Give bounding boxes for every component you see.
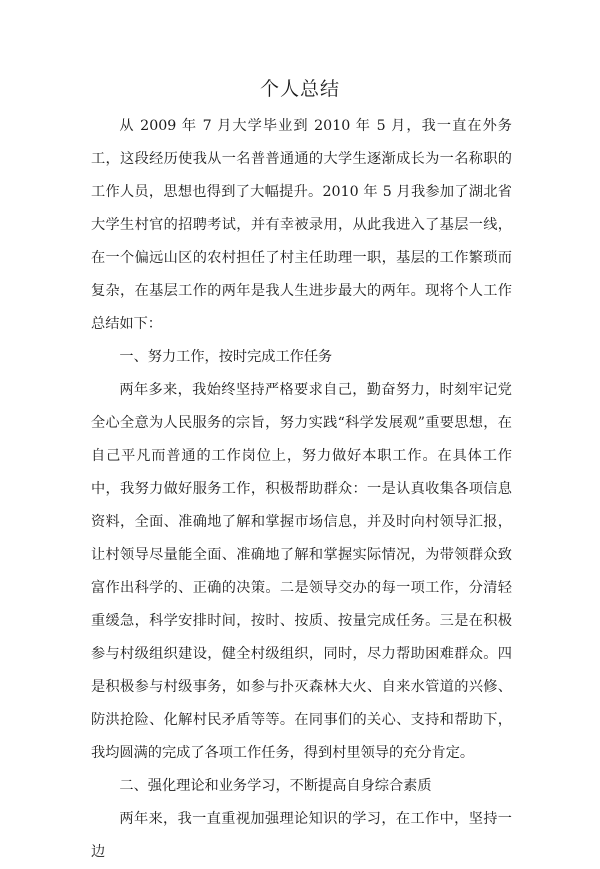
document-title: 个人总结 (259, 78, 340, 100)
document-body (91, 110, 512, 869)
section-2-paragraph: 两年来，我一直重视加强理论知识的学习，在工作中，坚持一边 (91, 811, 512, 860)
section-heading-1: 一、努力工作，按时完成工作任务 (119, 349, 333, 365)
intro-paragraph: 从 2009 年 7 月大学毕业到 2010 年 5 月，我一直在外务工，这段经历使我从一名普普通通的大学生逐渐成长为一名称职的工作人员，思想也得到了大幅提升。2010 年 5 月我参加了湖北省大学生村官的招聘考试，并有幸被录用，从此我进入了基层一线，在一个偏远山区的农村担任了村主任助理一职，基层的工作繁琐而复杂，在基层工作的两年是我人生进步最大的两年。现将个人工作总结如下： (91, 118, 512, 332)
section-1-paragraph: 两年多来，我始终坚持严格要求自己，勤奋努力，时刻牢记党全心全意为人民服务的宗旨，努力实践“科学发展观”重要思想，在自己平凡而普通的工作岗位上，努力做好本职工作。在具体工作中，我努力做好服务工作，积极帮助群众：一是认真收集各项信息资料，全面、准确地了解和掌握市场信息，并及时向村领导汇报，让村领导尽量能全面、准确地了解和掌握实际情况，为带领群众致富作出科学的、正确的决策。二是领导交办的每一项工作，分清轻重缓急，科学安排时间，按时、按质、按量完成任务。三是在积极参与村级组织建设，健全村级组织，同时，尽力帮助困难群众。四是积极参与村级事务，如参与扑灭森林大火、自来水管道的兴修、防洪抢险、化解村民矛盾等等。在同事们的关心、支持和帮助下，我均圆满的完成了各项工作任务，得到村里领导的充分肯定。 (91, 382, 512, 761)
section-heading-2: 二、强化理论和业务学习，不断提高自身综合素质 (119, 778, 432, 794)
